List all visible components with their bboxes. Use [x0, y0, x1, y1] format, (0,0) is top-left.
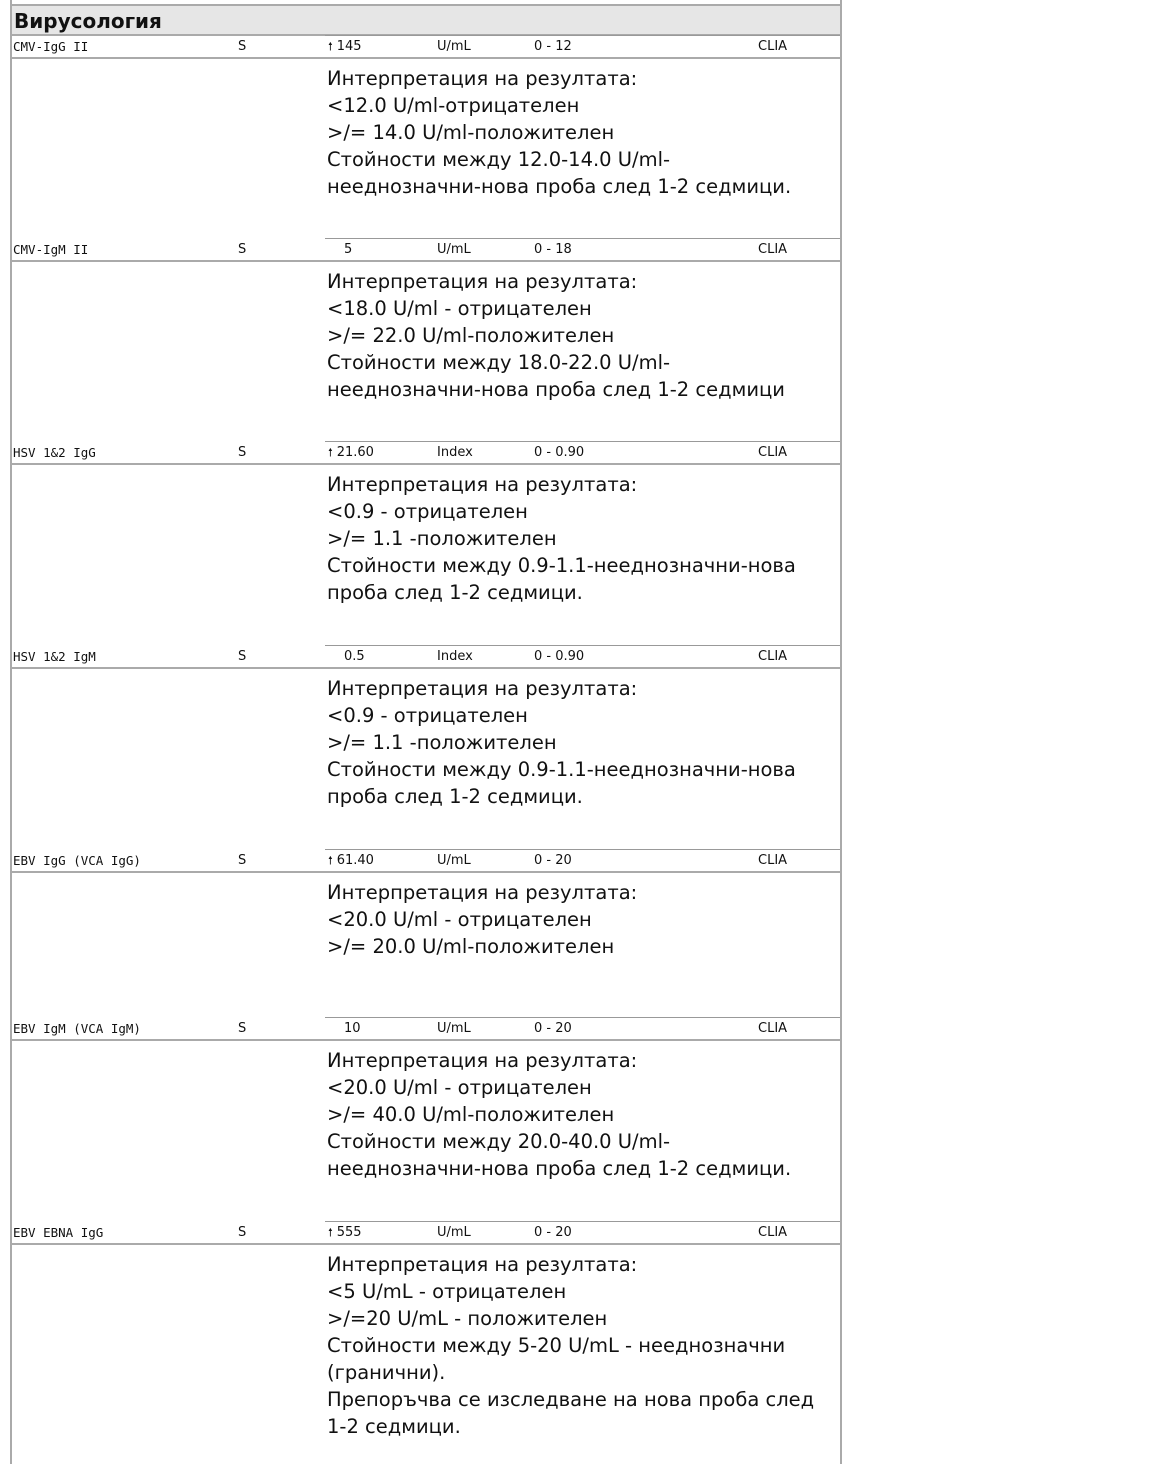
test-row: [12, 239, 840, 262]
interpretation-line: нееднозначни-нова проба след 1-2 седмици.: [327, 1157, 792, 1180]
unit: Index: [437, 649, 473, 664]
result-value: [328, 1018, 361, 1039]
interpretation-line: <20.0 U/ml - отрицателен: [327, 908, 592, 931]
interpretation-line: Интерпретация на резултата:: [327, 881, 638, 904]
value-text: 61.40: [336, 853, 374, 868]
method: CLIA: [758, 445, 788, 460]
sample-type: S: [238, 39, 247, 54]
interpretation-line: >/= 1.1 -положителен: [327, 731, 557, 754]
arrow-up-icon: 🠕: [328, 854, 333, 867]
sample-type: S: [238, 649, 247, 664]
value-text: 0.5: [344, 649, 365, 664]
test-name: EBV EBNA IgG: [13, 1225, 104, 1240]
sample-type: S: [238, 1021, 247, 1036]
test-name: CMV-IgM II: [13, 242, 89, 257]
interpretation-line: <18.0 U/ml - отрицателен: [327, 297, 592, 320]
interpretation-block: [12, 669, 840, 850]
result-value: [328, 646, 365, 667]
results-table: [10, 0, 842, 1464]
interpretation-line: Стойности между 5-20 U/mL - нееднозначни: [327, 1334, 786, 1357]
method: CLIA: [758, 1021, 788, 1036]
test-name: HSV 1&2 IgM: [13, 649, 96, 664]
unit: U/mL: [437, 242, 471, 257]
interpretation-line: Стойности между 18.0-22.0 U/ml-: [327, 351, 671, 374]
value-text: 5: [344, 242, 353, 257]
interpretation-line: >/= 20.0 U/ml-положителен: [327, 935, 615, 958]
unit: U/mL: [437, 39, 471, 54]
interpretation-block: [12, 873, 840, 1018]
interpretation-line: 1-2 седмици.: [327, 1415, 461, 1438]
interpretation-line: >/= 14.0 U/ml-положителен: [327, 121, 615, 144]
reference-range: 0 - 0.90: [534, 445, 585, 460]
interpretation-block: [12, 1041, 840, 1222]
arrow-up-icon: 🠕: [328, 1226, 333, 1239]
interpretation-line: проба след 1-2 седмици.: [327, 581, 583, 604]
value-text: 10: [344, 1021, 361, 1036]
interpretation-line: Интерпретация на резултата:: [327, 1049, 638, 1072]
interpretation-line: (гранични).: [327, 1361, 446, 1384]
sample-type: S: [238, 445, 247, 460]
unit: U/mL: [437, 853, 471, 868]
test-row: [12, 646, 840, 669]
value-text: 145: [336, 39, 362, 54]
interpretation-block: [12, 465, 840, 646]
reference-range: 0 - 20: [534, 853, 572, 868]
test-name: EBV IgM (VCA IgM): [13, 1021, 141, 1036]
unit: U/mL: [437, 1225, 471, 1240]
interpretation-line: <0.9 - отрицателен: [327, 704, 528, 727]
interpretation-line: нееднозначни-нова проба след 1-2 седмици: [327, 378, 785, 401]
test-row: [12, 1018, 840, 1041]
method: CLIA: [758, 1225, 788, 1240]
interpretation-line: Препоръчва се изследване на нова проба след: [327, 1388, 815, 1411]
test-name: HSV 1&2 IgG: [13, 445, 96, 460]
sample-type: S: [238, 1225, 247, 1240]
test-row: [12, 850, 840, 873]
value-text: 555: [336, 1225, 362, 1240]
interpretation-block: [12, 59, 840, 239]
interpretation-line: Стойности между 20.0-40.0 U/ml-: [327, 1130, 671, 1153]
interpretation-line: Стойности между 0.9-1.1-нееднозначни-нова: [327, 758, 796, 781]
interpretation-line: <20.0 U/ml - отрицателен: [327, 1076, 592, 1099]
interpretation-line: Интерпретация на резултата:: [327, 67, 638, 90]
interpretation-line: Стойности между 0.9-1.1-нееднозначни-нова: [327, 554, 796, 577]
interpretation-line: Интерпретация на резултата:: [327, 473, 638, 496]
interpretation-line: <12.0 U/ml-отрицателен: [327, 94, 580, 117]
result-value: [328, 1222, 362, 1243]
interpretation-line: >/= 22.0 U/ml-положителен: [327, 324, 615, 347]
section-title: Вирусология: [12, 6, 840, 36]
interpretation-line: <0.9 - отрицателен: [327, 500, 528, 523]
interpretation-line: Интерпретация на резултата:: [327, 1253, 638, 1276]
method: CLIA: [758, 649, 788, 664]
value-text: 21.60: [336, 445, 374, 460]
test-row: [12, 36, 840, 59]
reference-range: 0 - 0.90: [534, 649, 585, 664]
test-row: [12, 1222, 840, 1245]
arrow-up-icon: 🠕: [328, 446, 333, 459]
interpretation-line: Интерпретация на резултата:: [327, 270, 638, 293]
arrow-up-icon: 🠕: [328, 40, 333, 53]
result-value: [328, 36, 362, 57]
interpretation-line: >/= 1.1 -положителен: [327, 527, 557, 550]
reference-range: 0 - 20: [534, 1021, 572, 1036]
sample-type: S: [238, 853, 247, 868]
interpretation-line: Стойности между 12.0-14.0 U/ml-: [327, 148, 671, 171]
interpretation-line: >/=20 U/mL - положителен: [327, 1307, 608, 1330]
test-name: EBV IgG (VCA IgG): [13, 853, 141, 868]
test-row: [12, 442, 840, 465]
result-value: [328, 442, 374, 463]
interpretation-line: проба след 1-2 седмици.: [327, 785, 583, 808]
unit: Index: [437, 445, 473, 460]
test-name: CMV-IgG II: [13, 39, 89, 54]
result-value: [328, 850, 374, 871]
reference-range: 0 - 18: [534, 242, 572, 257]
method: CLIA: [758, 853, 788, 868]
interpretation-line: нееднозначни-нова проба след 1-2 седмици.: [327, 175, 792, 198]
method: CLIA: [758, 39, 788, 54]
unit: U/mL: [437, 1021, 471, 1036]
sample-type: S: [238, 242, 247, 257]
interpretation-line: <5 U/mL - отрицателен: [327, 1280, 567, 1303]
reference-range: 0 - 12: [534, 39, 572, 54]
result-value: [328, 239, 352, 260]
method: CLIA: [758, 242, 788, 257]
interpretation-line: Интерпретация на резултата:: [327, 677, 638, 700]
interpretation-line: >/= 40.0 U/ml-положителен: [327, 1103, 615, 1126]
reference-range: 0 - 20: [534, 1225, 572, 1240]
interpretation-block: [12, 262, 840, 442]
interpretation-block: [12, 1245, 840, 1475]
